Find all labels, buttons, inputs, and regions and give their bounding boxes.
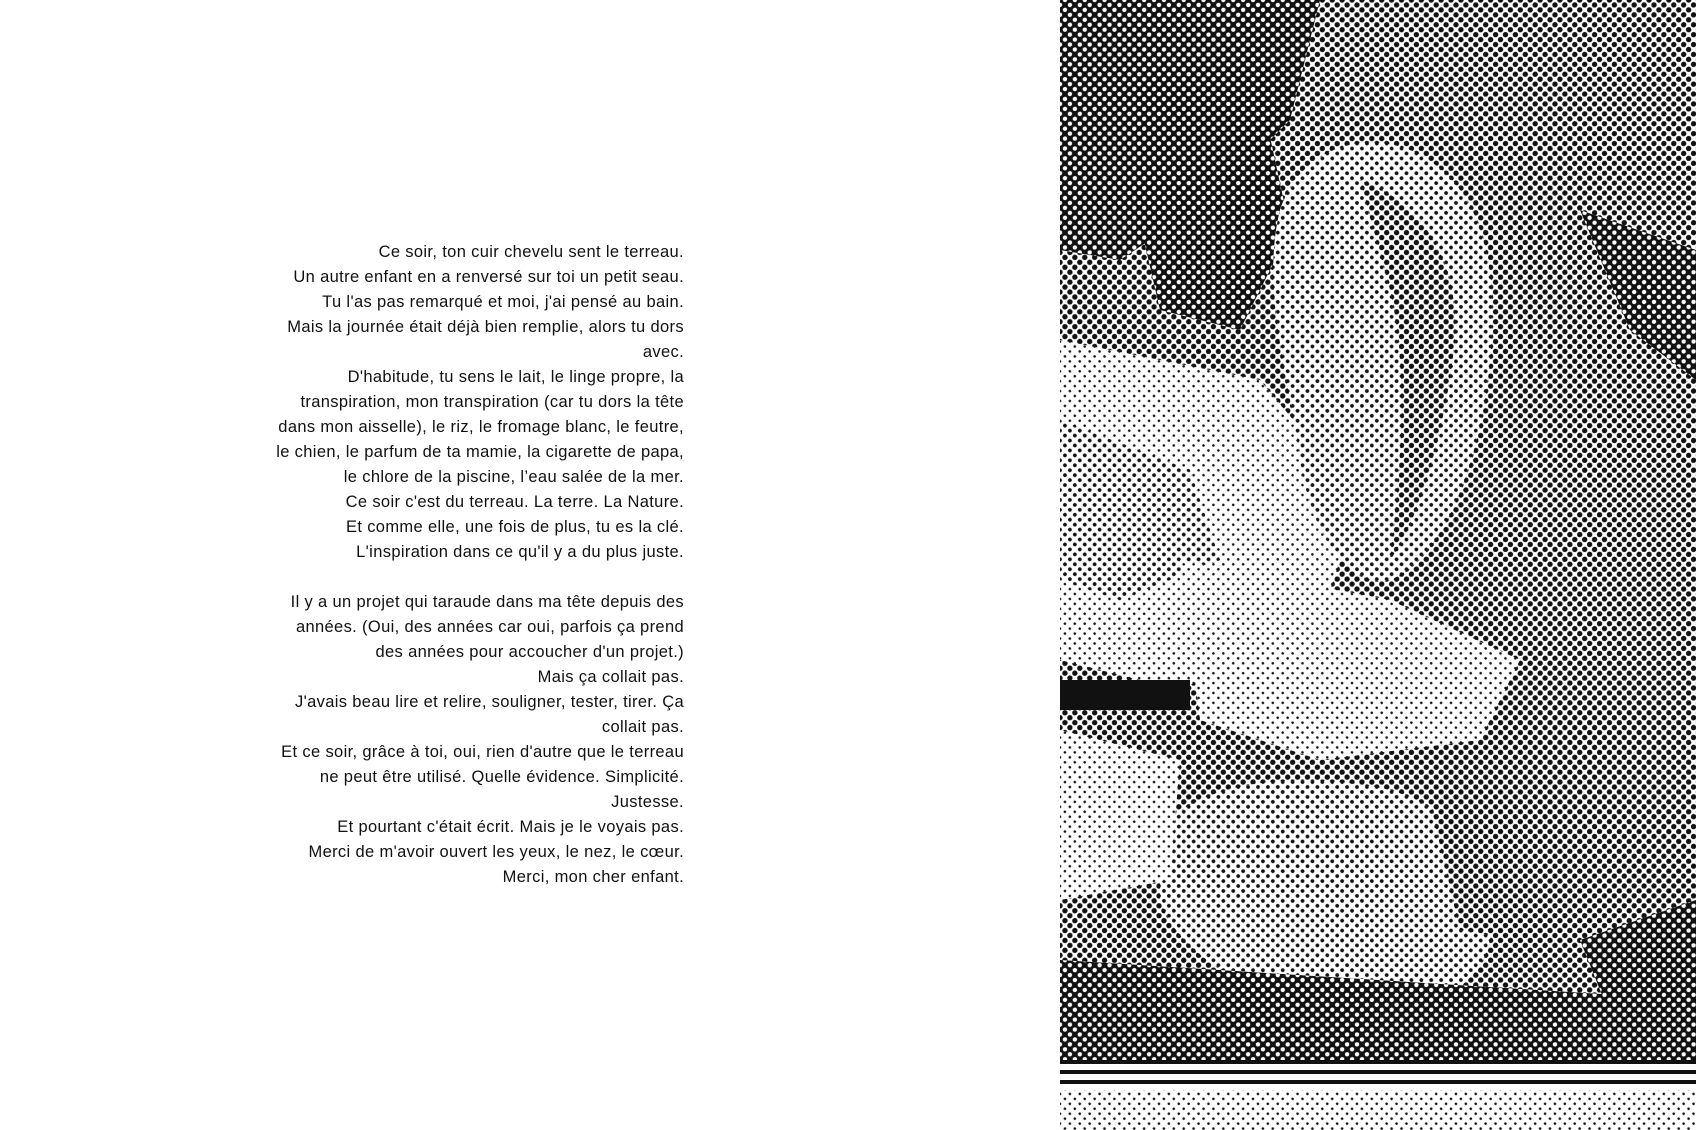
poem-line: Ce soir c'est du terreau. La terre. La Nature. (345, 493, 684, 511)
poem-line: le chien, le parfum de ta mamie, la cigarette de papa, (276, 443, 684, 461)
poem-line: dans mon aisselle), le riz, le fromage blanc, le feutre, (278, 418, 684, 436)
poem-line: Ce soir, ton cuir chevelu sent le terreau. (378, 243, 684, 261)
poem-line: D'habitude, tu sens le lait, le linge propre, la (347, 368, 684, 386)
poem-line: Merci de m'avoir ouvert les yeux, le nez, le cœur. (308, 843, 684, 861)
poem-line: L'inspiration dans ce qu'il y a du plus juste. (356, 543, 684, 561)
poem-line: Tu l'as pas remarqué et moi, j'ai pensé au bain. (322, 293, 684, 311)
poem-line: collait pas. (601, 718, 684, 736)
poem-line: avec. (642, 343, 684, 361)
poem-line: des années pour accoucher d'un projet.) (375, 643, 684, 661)
poem-line: Et comme elle, une fois de plus, tu es la clé. (345, 518, 684, 536)
poem-line: Justesse. (611, 793, 684, 811)
poem-line: Un autre enfant en a renversé sur toi un petit seau. (293, 268, 684, 286)
poem-line: Et pourtant c'était écrit. Mais je le voyais pas. (337, 818, 684, 836)
poem-line: Et ce soir, grâce à toi, oui, rien d'autre que le terreau (281, 743, 684, 761)
poem-text (200, 240, 684, 890)
poem-line: Mais ça collait pas. (537, 668, 684, 686)
poem-line: le chlore de la piscine, l’eau salée de la mer. (343, 468, 684, 486)
poem-line: Merci, mon cher enfant. (502, 868, 684, 886)
stanza-break (200, 565, 684, 590)
poem-line: Mais la journée était déjà bien remplie, alors tu dors (287, 318, 684, 336)
halftone-photo-image (1060, 0, 1696, 1130)
poem-line: transpiration, mon transpiration (car tu dors la tête (300, 393, 684, 411)
poem-line: ne peut être utilisé. Quelle évidence. Simplicité. (319, 768, 684, 786)
poem-line: J'avais beau lire et relire, souligner, tester, tirer. Ça (294, 693, 684, 711)
halftone-photo (1060, 0, 1696, 1130)
poem-line: années. (Oui, des années car oui, parfois ça prend (295, 618, 684, 636)
poem-line: Il y a un projet qui taraude dans ma tête depuis des (290, 593, 684, 611)
